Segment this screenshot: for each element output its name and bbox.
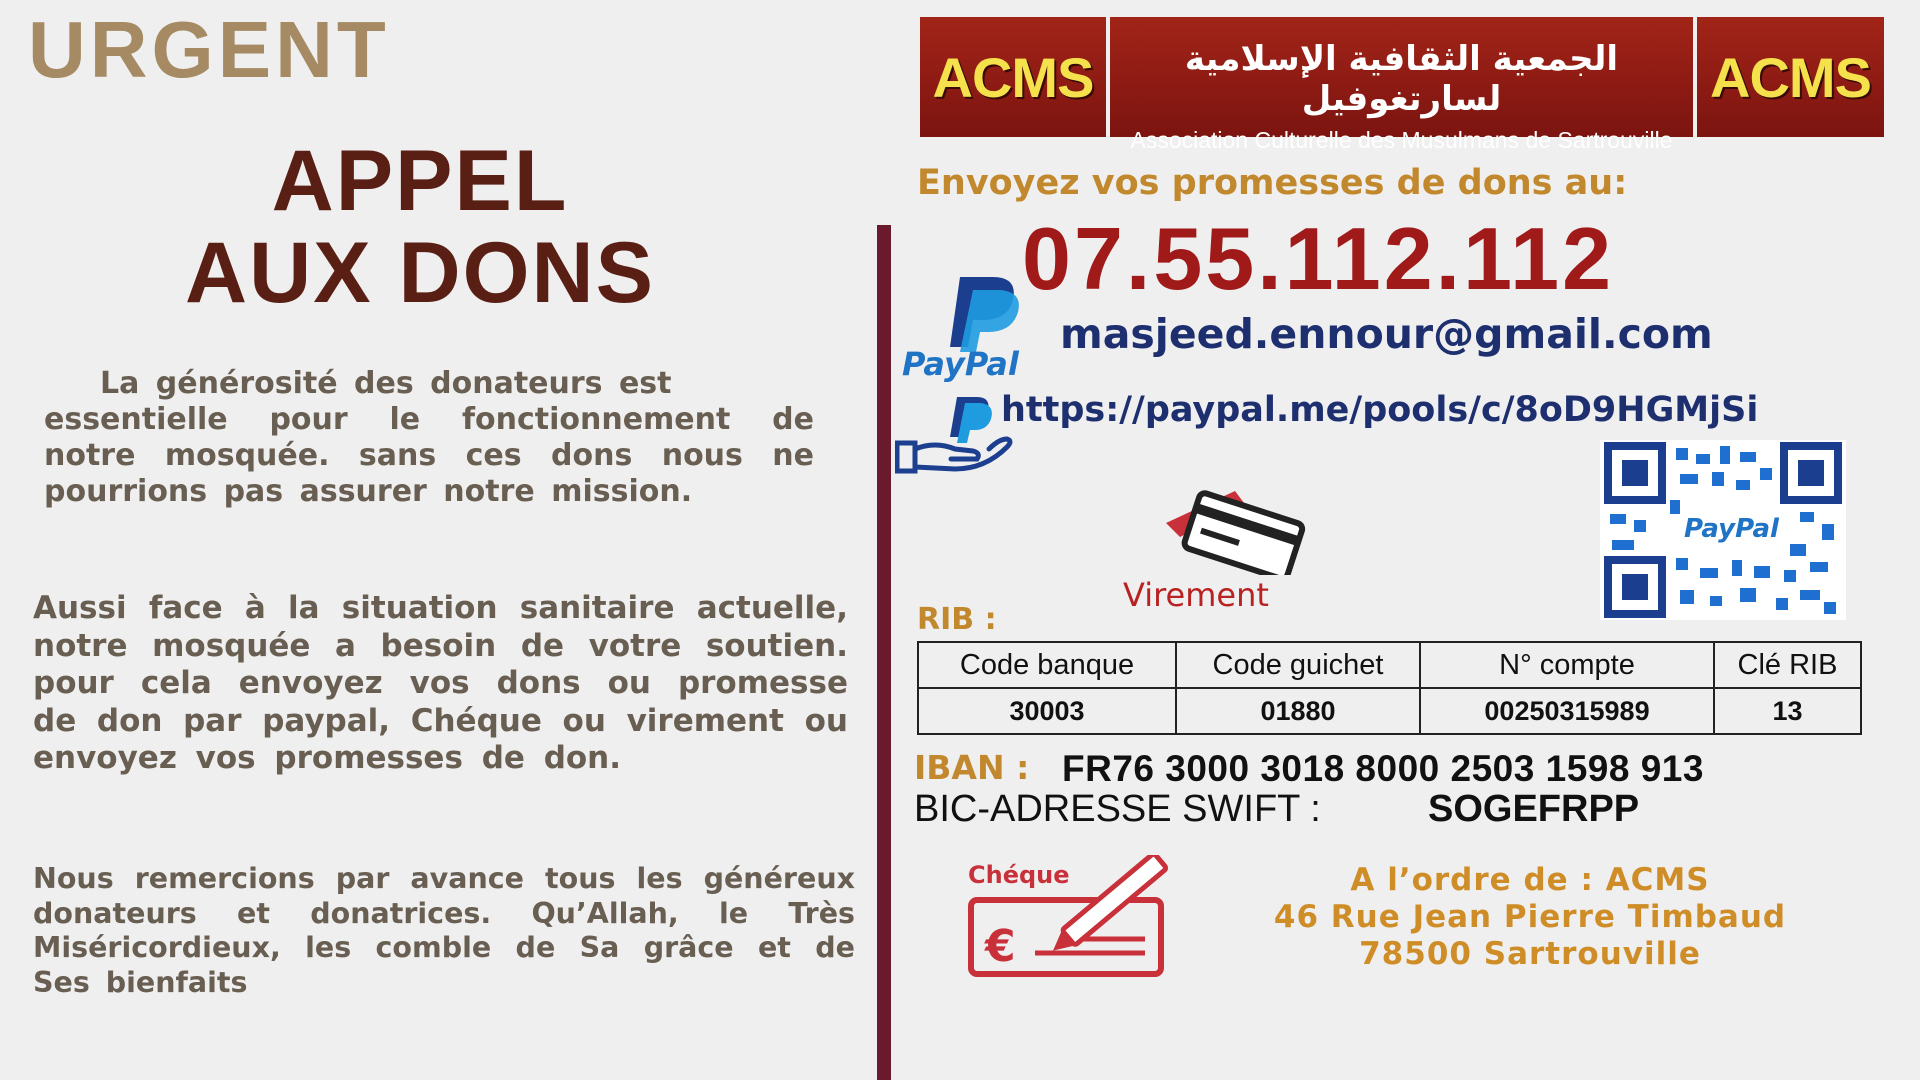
rib-header-cle: Clé RIB (1714, 642, 1861, 688)
rib-label: RIB : (917, 602, 997, 637)
paypal-p-icon (938, 272, 1028, 352)
paypal-qr-code[interactable] (1600, 440, 1846, 620)
rib-header-code-guichet: Code guichet (1176, 642, 1420, 688)
rib-header-code-banque: Code banque (918, 642, 1176, 688)
bic-value: SOGEFRPP (1428, 788, 1640, 830)
euro-sign: € (985, 921, 1016, 972)
iban-value: FR76 3000 3018 8000 2503 1598 913 (1062, 748, 1704, 789)
bic-label: BIC-ADRESSE SWIFT : (914, 788, 1321, 830)
acms-logo-right: ACMS (1697, 17, 1884, 137)
appeal-title-line1: APPEL (271, 133, 569, 229)
urgent-heading: URGENT (28, 5, 390, 94)
send-pledges-label: Envoyez vos promesses de dons au: (917, 163, 1628, 203)
rib-value-compte: 00250315989 (1420, 688, 1714, 734)
qr-paypal-label: PayPal (1680, 514, 1783, 544)
paypal-pool-link[interactable]: https://paypal.me/pools/c/8oD9HGMjSi (1001, 390, 1759, 430)
rib-header-row (918, 642, 1861, 688)
acms-logo-left: ACMS (920, 17, 1106, 137)
phone-number[interactable]: 07.55.112.112 (1022, 209, 1615, 308)
paragraph-generosity (44, 366, 814, 510)
paragraph-generosity-rest: essentielle pour le fonctionnement de notre mosquée. sans ces dons nous ne pourrions pas assurer notre mission. (44, 402, 814, 509)
rib-value-cle: 13 (1714, 688, 1861, 734)
cheque-address (1180, 862, 1880, 973)
paragraph-thanks: Nous remercions par avance tous les généreux donateurs et donatrices. Qu’Allah, le Très Miséricordieux, les comble de Sa grâce et de Ses bienfaits (33, 862, 855, 999)
address-street: 46 Rue Jean Pierre Timbaud (1273, 899, 1787, 935)
vertical-divider (877, 225, 891, 1080)
rib-value-code-banque: 30003 (918, 688, 1176, 734)
banner-french-name: Association Culturelle des Musulmans de Sartrouville (1130, 127, 1673, 153)
paragraph-generosity-line1: La générosité des donateurs est (100, 366, 672, 401)
rib-table (917, 641, 1862, 735)
banner-title (1110, 17, 1693, 153)
paypal-wordmark: PayPal (902, 345, 1019, 383)
iban-label: IBAN : (914, 748, 1030, 787)
address-city: 78500 Sartrouville (1359, 936, 1701, 972)
rib-header-compte: N° compte (1420, 642, 1714, 688)
virement-label: Virement (1123, 576, 1269, 614)
cheque-label: Chéque (968, 861, 1070, 889)
credit-card-icon (1160, 485, 1310, 575)
paragraph-situation: Aussi face à la situation sanitaire actuelle, notre mosquée a besoin de votre soutien. pour cela envoyez vos dons ou promesse de don par paypal, Chéque ou virement ou envoyez vos promesses de don. (33, 590, 848, 776)
appeal-title-line2: AUX DONS (185, 225, 655, 321)
address-payee: A l’ordre de : ACMS (1350, 862, 1710, 898)
appeal-title (60, 135, 780, 319)
rib-value-row (918, 688, 1861, 734)
paypal-logo (900, 272, 1052, 387)
email-address[interactable]: masjeed.ennour@gmail.com (1060, 310, 1713, 358)
rib-value-code-guichet: 01880 (1176, 688, 1420, 734)
acms-banner (920, 17, 1885, 153)
banner-arabic-name: الجمعية الثقافية الإسلامية لسارتغوفيل (1184, 39, 1619, 119)
